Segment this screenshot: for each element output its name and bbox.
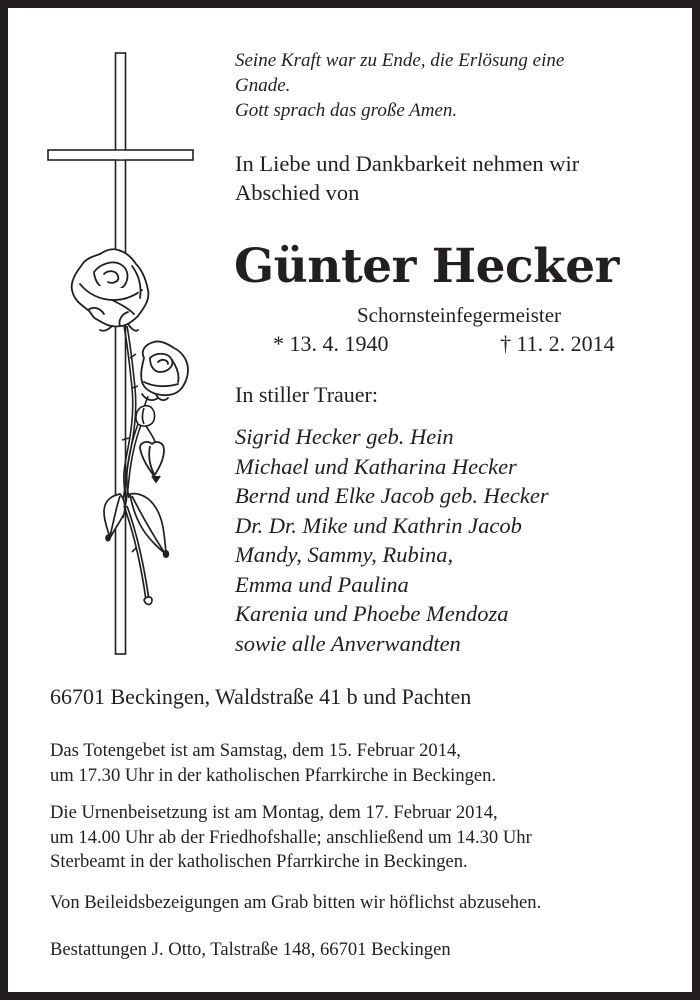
motto-line: Gott sprach das große Amen. xyxy=(235,100,458,121)
motto-line: Seine Kraft war zu Ende, die Erlösung eine xyxy=(235,50,565,71)
rosebud-icon xyxy=(140,442,164,482)
paragraph-line: Das Totengebet ist am Samstag, dem 15. Februar 2014, xyxy=(50,740,461,761)
mourner-entry: Mandy, Sammy, Rubina, xyxy=(235,542,454,567)
paragraph-line: Von Beileidsbezeigungen am Grab bitten wir höflichst abzusehen. xyxy=(50,892,542,913)
mourner-entry: sowie alle Anverwandten xyxy=(235,630,461,656)
leaf-icon xyxy=(104,494,168,605)
deceased-profession: Schornsteinfegermeister xyxy=(356,303,562,327)
death-date: † 11. 2. 2014 xyxy=(500,331,615,356)
paragraph-line: Die Urnenbeisetzung ist am Montag, dem 17. Februar 2014, xyxy=(50,802,498,823)
mourners-list xyxy=(235,422,549,658)
intro-line: Abschied von xyxy=(235,180,360,205)
mourner-entry: Michael und Katharina Hecker xyxy=(235,453,517,479)
intro-line: In Liebe und Dankbarkeit nehmen wir xyxy=(235,151,580,176)
mourner-entry: Sigrid Hecker geb. Hein xyxy=(235,424,454,449)
rose-icon xyxy=(141,341,188,400)
farewell-intro xyxy=(235,149,579,207)
mourners-heading: In stiller Trauer: xyxy=(235,382,378,407)
paragraph-line: um 17.30 Uhr in der katholischen Pfarrkirche in Beckingen. xyxy=(50,764,497,786)
condolence-request xyxy=(50,891,541,916)
rose-icon xyxy=(72,249,149,331)
paragraph-line: Sterbeamt in der katholischen Pfarrkirche in Beckingen. xyxy=(50,851,468,872)
birth-date: * 13. 4. 1940 xyxy=(273,331,389,356)
funeral-home-info: Bestattungen J. Otto, Talstraße 148, 66701 Beckingen xyxy=(50,939,451,960)
paragraph-line: um 14.00 Uhr ab der Friedhofshalle; anschließend um 14.30 Uhr xyxy=(50,826,532,848)
family-address: 66701 Beckingen, Waldstraße 41 b und Pachten xyxy=(50,684,472,709)
mourner-entry: Karenia und Phoebe Mendoza xyxy=(235,601,509,626)
mourner-entry: Bernd und Elke Jacob geb. Hecker xyxy=(235,483,549,508)
motto-line: Gnade. xyxy=(235,75,291,96)
mourner-entry: Emma und Paulina xyxy=(235,571,409,597)
motto-verse xyxy=(235,48,564,123)
deceased-name: Günter Hecker xyxy=(234,239,619,294)
mourner-entry: Dr. Dr. Mike und Kathrin Jacob xyxy=(235,512,522,538)
prayer-service-info xyxy=(50,739,496,788)
cross-with-roses-artwork xyxy=(38,38,218,668)
urn-burial-info xyxy=(50,801,532,875)
